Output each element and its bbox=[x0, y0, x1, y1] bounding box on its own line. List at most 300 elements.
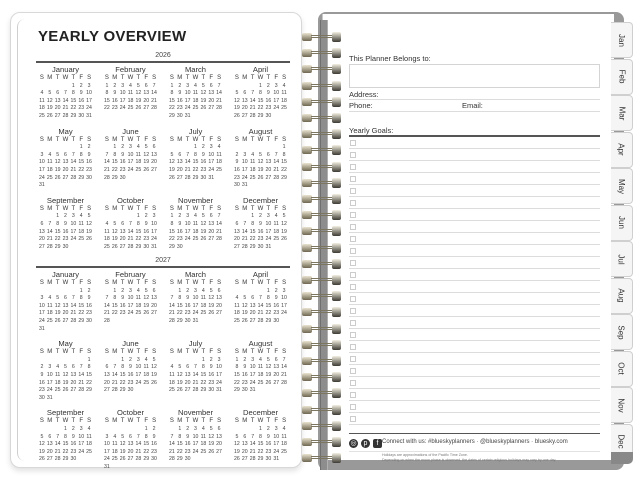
goal-checkbox[interactable] bbox=[350, 320, 356, 326]
day-cell: 1 bbox=[170, 82, 174, 89]
weekday-header: M bbox=[177, 349, 183, 356]
goal-row[interactable] bbox=[349, 353, 600, 365]
tab-sep[interactable] bbox=[611, 314, 633, 350]
spiral-ring bbox=[302, 243, 344, 253]
day-cell: 6 bbox=[243, 90, 247, 97]
tab-may[interactable] bbox=[611, 168, 633, 204]
tab-label: Feb bbox=[616, 69, 626, 84]
day-cell: 15 bbox=[249, 228, 256, 235]
weekday-header: S bbox=[234, 280, 239, 286]
goal-checkbox[interactable] bbox=[350, 368, 356, 374]
tab-mar[interactable] bbox=[611, 95, 633, 131]
weekday-header: M bbox=[242, 75, 248, 81]
goal-checkbox[interactable] bbox=[350, 176, 356, 182]
day-cell: 8 bbox=[56, 220, 60, 227]
goal-row[interactable] bbox=[349, 413, 600, 425]
spiral-ring bbox=[302, 307, 344, 317]
day-cell: 10 bbox=[86, 90, 92, 97]
goal-checkbox[interactable] bbox=[350, 284, 356, 290]
day-cell: 16 bbox=[257, 228, 264, 235]
month-name: November bbox=[177, 195, 214, 205]
goal-checkbox[interactable] bbox=[350, 212, 356, 218]
goal-checkbox[interactable] bbox=[350, 356, 356, 362]
day-cell: 16 bbox=[86, 302, 92, 309]
tab-jan[interactable] bbox=[611, 22, 633, 58]
address-line[interactable] bbox=[349, 99, 600, 100]
day-cell: 21 bbox=[151, 97, 157, 104]
day-cell: 19 bbox=[265, 371, 272, 378]
day-cell: 19 bbox=[135, 97, 142, 104]
weekday-header: M bbox=[47, 349, 53, 356]
day-cell: 2 bbox=[121, 287, 125, 294]
day-cell: 25 bbox=[281, 448, 287, 455]
day-cell: 25 bbox=[86, 448, 92, 455]
day-cell: 17 bbox=[208, 159, 215, 166]
day-cell: 8 bbox=[64, 433, 67, 440]
day-cell: 9 bbox=[235, 159, 239, 166]
weekday-header: S bbox=[152, 75, 157, 81]
day-cell: 24 bbox=[216, 379, 222, 386]
day-cell: 13 bbox=[70, 371, 77, 378]
day-cell: 28 bbox=[184, 174, 191, 181]
day-cell: 17 bbox=[265, 228, 272, 235]
day-cell: 3 bbox=[186, 82, 190, 89]
weekday-header: F bbox=[144, 205, 149, 212]
day-cell: 28 bbox=[104, 174, 110, 181]
goal-checkbox[interactable] bbox=[350, 380, 356, 386]
goal-row[interactable] bbox=[349, 221, 600, 233]
day-cell: 31 bbox=[208, 174, 215, 181]
empty-cell bbox=[257, 144, 265, 152]
day-cell: 21 bbox=[281, 371, 287, 378]
day-cell: 20 bbox=[119, 236, 126, 243]
day-cell: 14 bbox=[70, 159, 77, 166]
weekday-header: W bbox=[62, 205, 69, 212]
weekday-header: S bbox=[217, 75, 222, 81]
weekday-header: W bbox=[62, 280, 69, 286]
goals-bottom-divider bbox=[349, 433, 600, 434]
day-cell: 3 bbox=[48, 364, 52, 371]
empty-cell bbox=[168, 144, 176, 152]
weekday-header: W bbox=[257, 280, 264, 286]
day-cell: 15 bbox=[176, 302, 183, 309]
day-cell: 18 bbox=[257, 371, 264, 378]
weekday-header: T bbox=[120, 75, 125, 81]
day-cell: 11 bbox=[234, 302, 240, 309]
day-cell: 24 bbox=[70, 236, 77, 243]
goal-row[interactable] bbox=[349, 305, 600, 317]
spiral-ring bbox=[302, 145, 344, 155]
day-cell: 13 bbox=[62, 159, 69, 166]
goal-checkbox[interactable] bbox=[350, 236, 356, 242]
day-cell: 15 bbox=[257, 441, 264, 448]
day-cell: 26 bbox=[135, 105, 142, 112]
goal-checkbox[interactable] bbox=[350, 416, 356, 422]
day-cell: 4 bbox=[79, 213, 83, 220]
goal-checkbox[interactable] bbox=[350, 164, 356, 170]
goal-checkbox[interactable] bbox=[350, 260, 356, 266]
day-cell: 17 bbox=[151, 228, 157, 235]
day-cell: 3 bbox=[105, 433, 109, 440]
goal-row[interactable] bbox=[349, 233, 600, 245]
empty-cell bbox=[38, 357, 46, 365]
day-cell: 1 bbox=[113, 144, 117, 151]
month-june bbox=[101, 339, 160, 402]
month-name: April bbox=[252, 270, 269, 279]
weekday-header: W bbox=[127, 418, 134, 425]
day-cell: 23 bbox=[119, 310, 126, 317]
weekday-header: T bbox=[136, 205, 141, 212]
day-cell: 26 bbox=[39, 456, 45, 463]
day-cell: 10 bbox=[192, 295, 199, 302]
day-grid bbox=[38, 137, 93, 190]
day-cell: 5 bbox=[259, 151, 262, 158]
month-october bbox=[101, 196, 160, 252]
goal-checkbox[interactable] bbox=[350, 392, 356, 398]
day-cell: 11 bbox=[104, 228, 110, 235]
goal-checkbox[interactable] bbox=[350, 308, 356, 314]
weekday-header: S bbox=[234, 136, 239, 143]
goal-row[interactable] bbox=[349, 245, 600, 257]
tab-nov[interactable] bbox=[611, 387, 633, 423]
day-cell: 11 bbox=[273, 220, 279, 227]
day-cell: 24 bbox=[151, 236, 157, 243]
day-cell: 9 bbox=[259, 220, 262, 227]
day-cell: 3 bbox=[152, 213, 156, 220]
day-cell: 25 bbox=[273, 236, 280, 243]
day-cell: 25 bbox=[135, 310, 142, 317]
day-cell: 4 bbox=[259, 356, 262, 363]
empty-cell bbox=[103, 213, 111, 221]
tab-aug[interactable] bbox=[611, 278, 633, 314]
day-cell: 22 bbox=[86, 379, 92, 386]
goal-checkbox[interactable] bbox=[350, 344, 356, 350]
day-cell: 25 bbox=[46, 317, 53, 324]
month-name: January bbox=[51, 65, 80, 74]
weekday-header: M bbox=[112, 75, 118, 81]
day-cell: 5 bbox=[178, 364, 182, 371]
weekday-header: W bbox=[62, 136, 69, 143]
weekday-header: F bbox=[209, 349, 214, 356]
day-cell: 14 bbox=[249, 97, 256, 104]
goal-row[interactable] bbox=[349, 149, 600, 161]
goal-row[interactable] bbox=[349, 137, 600, 149]
goal-checkbox[interactable] bbox=[350, 152, 356, 158]
day-grid bbox=[168, 206, 223, 252]
weekday-header: M bbox=[177, 75, 183, 81]
day-cell: 28 bbox=[249, 456, 256, 463]
goal-checkbox[interactable] bbox=[350, 332, 356, 338]
day-cell: 18 bbox=[143, 371, 150, 378]
day-cell: 5 bbox=[144, 144, 148, 151]
tab-label: Aug bbox=[616, 288, 626, 303]
day-cell: 14 bbox=[169, 302, 175, 309]
day-cell: 29 bbox=[54, 243, 61, 250]
day-cell: 24 bbox=[192, 310, 199, 317]
day-cell: 4 bbox=[129, 82, 132, 89]
day-cell: 27 bbox=[241, 112, 248, 119]
day-cell: 14 bbox=[104, 159, 110, 166]
tab-oct[interactable] bbox=[611, 351, 633, 387]
empty-cell bbox=[241, 288, 249, 296]
day-cell: 27 bbox=[143, 105, 150, 112]
day-cell: 4 bbox=[282, 425, 286, 432]
day-cell: 8 bbox=[251, 220, 255, 227]
day-cell: 28 bbox=[281, 379, 287, 386]
day-cell: 7 bbox=[251, 433, 255, 440]
day-cell: 27 bbox=[234, 243, 240, 250]
day-cell: 26 bbox=[111, 243, 118, 250]
weekday-header: S bbox=[39, 280, 44, 286]
goal-checkbox[interactable] bbox=[350, 188, 356, 194]
day-cell: 31 bbox=[249, 387, 256, 394]
goal-checkbox[interactable] bbox=[350, 404, 356, 410]
day-cell: 25 bbox=[46, 174, 53, 181]
goal-checkbox[interactable] bbox=[350, 224, 356, 230]
weekday-header: F bbox=[79, 75, 84, 81]
weekday-header: F bbox=[274, 136, 279, 143]
day-cell: 5 bbox=[64, 364, 67, 371]
month-grid bbox=[36, 270, 290, 471]
day-cell: 25 bbox=[111, 456, 118, 463]
day-cell: 8 bbox=[178, 433, 182, 440]
day-cell: 13 bbox=[119, 228, 126, 235]
day-cell: 3 bbox=[243, 151, 247, 158]
day-cell: 6 bbox=[152, 144, 156, 151]
day-cell: 21 bbox=[54, 448, 61, 455]
day-cell: 16 bbox=[143, 228, 150, 235]
day-cell: 18 bbox=[192, 228, 199, 235]
day-cell: 23 bbox=[143, 236, 150, 243]
day-cell: 23 bbox=[257, 236, 264, 243]
day-cell: 25 bbox=[281, 105, 287, 112]
day-cell: 5 bbox=[266, 356, 270, 363]
day-cell: 7 bbox=[105, 295, 109, 302]
weekday-header: T bbox=[136, 349, 141, 356]
month-january bbox=[36, 65, 95, 121]
goal-row[interactable] bbox=[349, 257, 600, 269]
weekday-header: S bbox=[282, 75, 287, 81]
spiral-ring bbox=[302, 64, 344, 74]
month-name: October bbox=[116, 195, 144, 205]
day-cell: 9 bbox=[274, 295, 278, 302]
day-cell: 27 bbox=[70, 387, 77, 394]
day-cell: 31 bbox=[241, 182, 248, 189]
day-cell: 19 bbox=[111, 236, 118, 243]
goal-checkbox[interactable] bbox=[350, 296, 356, 302]
day-cell: 8 bbox=[170, 90, 174, 97]
goal-row[interactable] bbox=[349, 377, 600, 389]
spiral-ring bbox=[302, 210, 344, 220]
day-cell: 27 bbox=[39, 243, 45, 250]
day-cell: 18 bbox=[200, 441, 207, 448]
contact-line[interactable] bbox=[349, 111, 600, 112]
goal-row[interactable] bbox=[349, 389, 600, 401]
month-name: November bbox=[177, 408, 214, 418]
day-cell: 27 bbox=[127, 456, 134, 463]
day-cell: 6 bbox=[121, 220, 125, 227]
day-cell: 5 bbox=[235, 433, 239, 440]
day-cell: 22 bbox=[111, 166, 118, 173]
day-cell: 1 bbox=[71, 82, 75, 89]
goal-row[interactable] bbox=[349, 185, 600, 197]
day-cell: 7 bbox=[71, 151, 75, 158]
day-cell: 8 bbox=[282, 151, 286, 158]
day-cell: 2 bbox=[201, 144, 205, 151]
month-may bbox=[36, 339, 95, 402]
month-tabs bbox=[611, 22, 633, 462]
goal-row[interactable] bbox=[349, 197, 600, 209]
weekday-header: T bbox=[266, 418, 271, 425]
empty-cell bbox=[241, 144, 249, 152]
weekday-header: T bbox=[185, 136, 190, 143]
day-cell: 11 bbox=[281, 433, 287, 440]
day-cell: 8 bbox=[113, 151, 117, 158]
weekday-header: F bbox=[144, 349, 149, 356]
day-cell: 27 bbox=[151, 310, 157, 317]
empty-cell bbox=[264, 144, 272, 152]
owner-name-field[interactable] bbox=[349, 64, 600, 88]
goal-row[interactable] bbox=[349, 317, 600, 329]
day-cell: 19 bbox=[281, 228, 287, 235]
tab-label: Jun bbox=[617, 216, 626, 229]
day-cell: 1 bbox=[105, 82, 109, 89]
day-cell: 14 bbox=[169, 441, 175, 448]
day-cell: 22 bbox=[281, 166, 287, 173]
weekday-header: S bbox=[104, 418, 109, 425]
day-cell: 19 bbox=[39, 448, 45, 455]
day-cell: 11 bbox=[200, 433, 207, 440]
weekday-header: S bbox=[152, 136, 157, 143]
day-cell: 17 bbox=[127, 302, 134, 309]
day-cell: 6 bbox=[71, 364, 75, 371]
weekday-header: M bbox=[242, 280, 248, 286]
day-cell: 9 bbox=[266, 90, 270, 97]
day-cell: 27 bbox=[62, 174, 69, 181]
day-cell: 25 bbox=[169, 387, 175, 394]
day-cell: 2 bbox=[274, 287, 278, 294]
day-cell: 19 bbox=[257, 166, 264, 173]
goal-row[interactable] bbox=[349, 341, 600, 353]
weekday-header: T bbox=[201, 75, 206, 81]
tab-jul[interactable] bbox=[611, 241, 633, 277]
day-cell: 9 bbox=[113, 90, 117, 97]
goal-checkbox[interactable] bbox=[350, 140, 356, 146]
day-cell: 6 bbox=[144, 82, 148, 89]
goal-checkbox[interactable] bbox=[350, 200, 356, 206]
day-cell: 20 bbox=[39, 236, 45, 243]
day-cell: 30 bbox=[184, 317, 191, 324]
day-grid bbox=[103, 418, 158, 471]
goal-row[interactable] bbox=[349, 269, 600, 281]
day-cell: 24 bbox=[184, 105, 191, 112]
day-cell: 27 bbox=[176, 174, 183, 181]
day-cell: 28 bbox=[273, 174, 280, 181]
day-cell: 17 bbox=[273, 441, 280, 448]
goal-row[interactable] bbox=[349, 401, 600, 413]
day-cell: 16 bbox=[62, 228, 69, 235]
day-cell: 5 bbox=[209, 287, 213, 294]
day-cell: 25 bbox=[216, 166, 222, 173]
goal-row[interactable] bbox=[349, 161, 600, 173]
day-cell: 16 bbox=[176, 228, 183, 235]
weekday-header: T bbox=[250, 280, 255, 286]
goal-row[interactable] bbox=[349, 293, 600, 305]
day-cell: 12 bbox=[62, 371, 69, 378]
day-cell: 11 bbox=[112, 441, 118, 448]
day-cell: 9 bbox=[243, 364, 247, 371]
day-cell: 24 bbox=[39, 174, 45, 181]
day-cell: 23 bbox=[234, 174, 240, 181]
empty-cell bbox=[168, 288, 176, 296]
weekday-header: M bbox=[177, 418, 183, 425]
day-cell: 5 bbox=[121, 433, 125, 440]
goal-checkbox[interactable] bbox=[350, 248, 356, 254]
weekday-header: S bbox=[282, 280, 287, 286]
goal-row[interactable] bbox=[349, 281, 600, 293]
empty-cell bbox=[54, 426, 62, 434]
weekday-header: S bbox=[234, 349, 239, 356]
day-cell: 10 bbox=[184, 220, 191, 227]
day-cell: 30 bbox=[257, 243, 264, 250]
day-cell: 30 bbox=[143, 243, 150, 250]
day-cell: 29 bbox=[169, 243, 175, 250]
day-grid bbox=[103, 137, 158, 183]
day-cell: 7 bbox=[251, 90, 255, 97]
weekday-header: F bbox=[144, 136, 149, 143]
weekday-header: T bbox=[120, 280, 125, 286]
day-cell: 10 bbox=[249, 364, 256, 371]
tab-apr[interactable] bbox=[611, 132, 633, 168]
day-cell: 15 bbox=[257, 97, 264, 104]
day-cell: 20 bbox=[143, 97, 150, 104]
day-cell: 15 bbox=[86, 371, 92, 378]
day-cell: 18 bbox=[46, 166, 53, 173]
day-cell: 28 bbox=[169, 456, 175, 463]
goal-row[interactable] bbox=[349, 329, 600, 341]
day-cell: 15 bbox=[200, 371, 207, 378]
day-cell: 8 bbox=[121, 364, 125, 371]
weekday-header: S bbox=[39, 205, 44, 212]
day-cell: 25 bbox=[234, 317, 240, 324]
empty-cell bbox=[103, 357, 111, 365]
empty-cell bbox=[249, 288, 257, 296]
month-july bbox=[166, 127, 225, 190]
day-cell: 8 bbox=[105, 90, 109, 97]
day-cell: 22 bbox=[257, 448, 264, 455]
day-cell: 13 bbox=[104, 371, 110, 378]
goal-row[interactable] bbox=[349, 365, 600, 377]
day-cell: 25 bbox=[78, 236, 85, 243]
tab-feb[interactable] bbox=[611, 59, 633, 95]
tab-jun[interactable] bbox=[611, 205, 633, 241]
day-cell: 11 bbox=[39, 97, 45, 104]
day-cell: 30 bbox=[62, 243, 69, 250]
goal-checkbox[interactable] bbox=[350, 272, 356, 278]
fine-print-line: Depending on when the moon phase is observed, the dates of certain religious holidays may vary by one day. bbox=[382, 458, 557, 462]
day-cell: 23 bbox=[200, 166, 207, 173]
day-cell: 17 bbox=[39, 166, 45, 173]
weekday-header: T bbox=[55, 205, 60, 212]
goal-row[interactable] bbox=[349, 209, 600, 221]
goal-row[interactable] bbox=[349, 173, 600, 185]
weekday-header: S bbox=[87, 75, 92, 81]
weekday-header: T bbox=[71, 75, 76, 81]
day-cell: 25 bbox=[127, 105, 134, 112]
day-cell: 4 bbox=[48, 295, 52, 302]
day-cell: 8 bbox=[113, 295, 117, 302]
day-cell: 30 bbox=[265, 112, 272, 119]
